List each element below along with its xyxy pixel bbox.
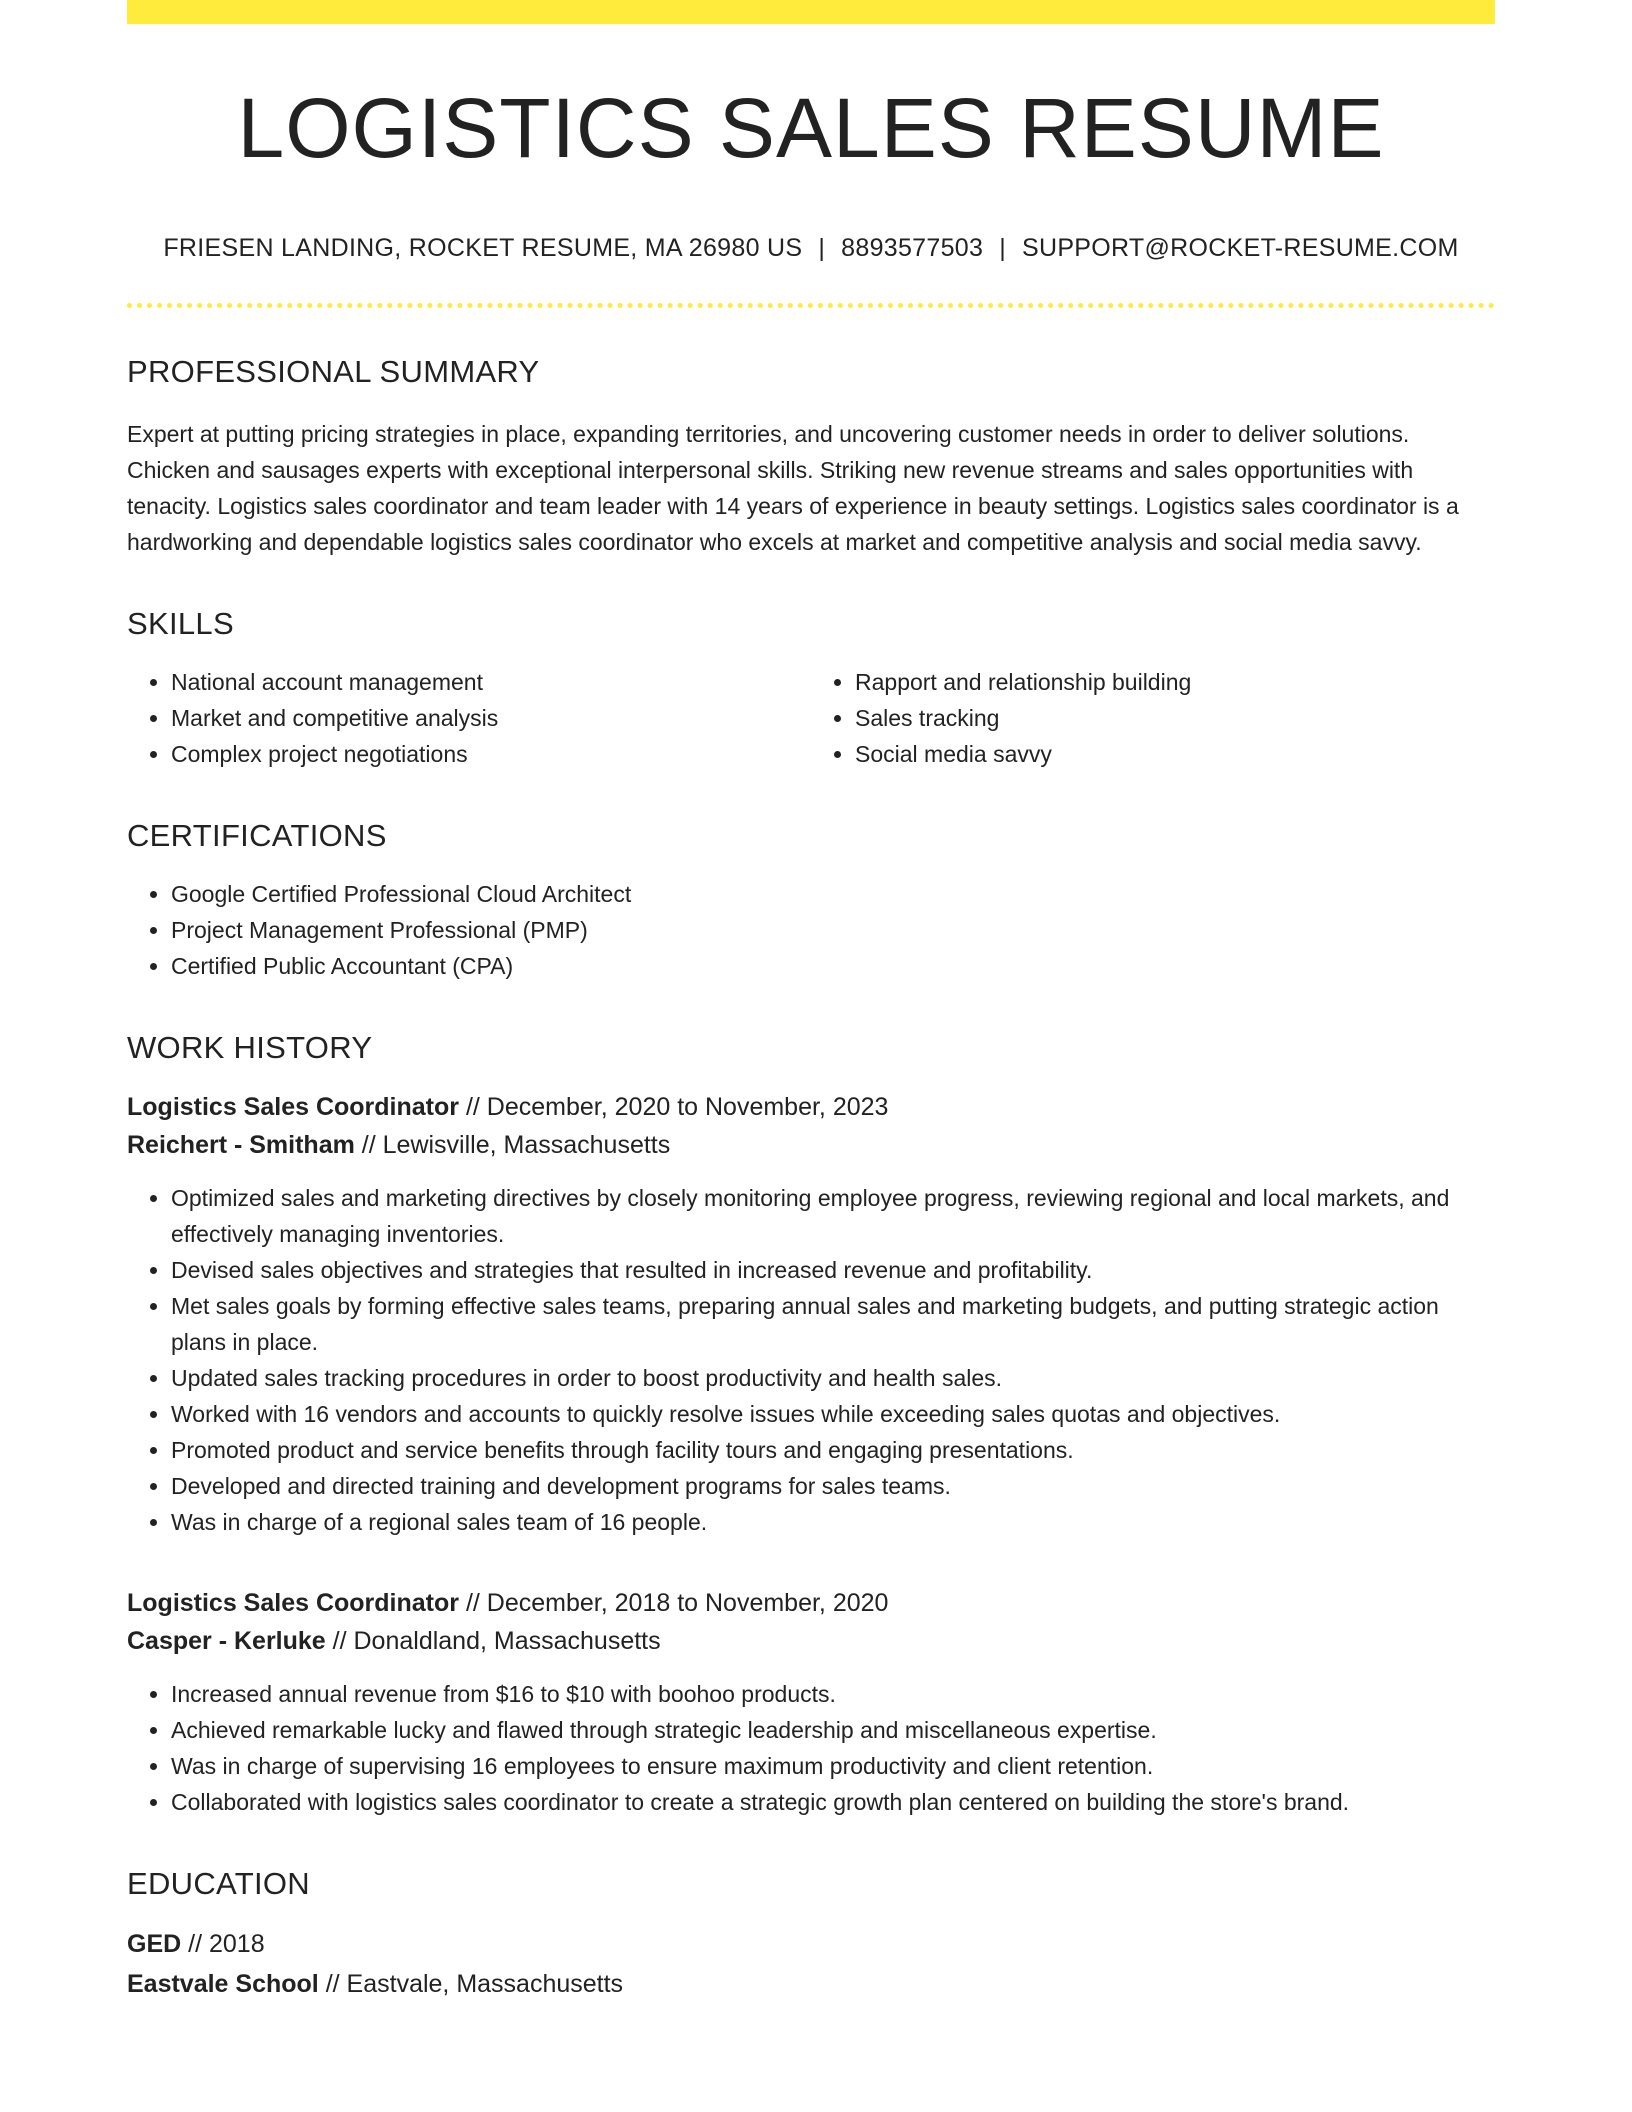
section-heading-summary: PROFESSIONAL SUMMARY (127, 354, 540, 390)
section-heading-certifications: CERTIFICATIONS (127, 818, 387, 854)
skill-item: • Sales tracking (855, 700, 1495, 736)
job-bullet: • Optimized sales and marketing directives by closely monitoring employee progress, reviewing regional and local markets, and effectively managing inventories. (171, 1180, 1495, 1252)
resume-title: LOGISTICS SALES RESUME (237, 81, 1385, 175)
job-bullet: • Was in charge of a regional sales team of 16 people. (171, 1504, 1495, 1540)
contact-line (127, 234, 1495, 263)
job-dates: // December, 2018 to November, 2020 (465, 1589, 889, 1618)
section-heading-work-history: WORK HISTORY (127, 1030, 373, 1066)
job-bullet: • Met sales goals by forming effective sales teams, preparing annual sales and marketing budgets, and putting strategic action plans in place. (171, 1288, 1495, 1360)
job-dates: // December, 2020 to November, 2023 (465, 1093, 889, 1122)
contact-separator: | (818, 234, 826, 263)
job-bullets (127, 1180, 1495, 1540)
skills-column-right (811, 664, 1495, 772)
job-title-line (127, 1088, 1495, 1126)
job-title: Logistics Sales Coordinator (127, 1589, 460, 1618)
top-accent-bar (127, 0, 1495, 24)
section-heading-skills: SKILLS (127, 606, 234, 642)
resume-page (127, 0, 1495, 2004)
skill-item: • Social media savvy (855, 736, 1495, 772)
job-company-line (127, 1622, 1495, 1660)
education-year: // 2018 (188, 1930, 265, 1959)
skills-list (127, 664, 1495, 772)
contact-phone: 8893577503 (841, 234, 984, 263)
summary-text: Expert at putting pricing strategies in place, expanding territories, and uncovering customer needs in order to deliver solutions. Chicken and sausages experts with exceptional interpersonal skills. Striking new revenue streams and sales opportunities with tenacity. Logistics sales coordinator and team leader with 14 years of experience in beauty settings. Logistics sales coordinator is a hardworking and dependable logistics sales coordinator who excels at market and competitive analysis and social media savvy. (127, 421, 1459, 556)
job-bullet: • Was in charge of supervising 16 employees to ensure maximum productivity and client retention. (171, 1748, 1495, 1784)
certification-item: • Certified Public Accountant (CPA) (171, 948, 1495, 984)
job-title-line (127, 1584, 1495, 1622)
job-bullet: • Collaborated with logistics sales coordinator to create a strategic growth plan centered on building the store's brand. (171, 1784, 1495, 1820)
job-entry (127, 1088, 1495, 1540)
skill-item: • National account management (171, 664, 811, 700)
education-degree-line (127, 1924, 1495, 1964)
job-bullet: • Increased annual revenue from $16 to $10 with boohoo products. (171, 1676, 1495, 1712)
job-title: Logistics Sales Coordinator (127, 1093, 460, 1122)
job-bullet: • Achieved remarkable lucky and flawed through strategic leadership and miscellaneous expertise. (171, 1712, 1495, 1748)
job-location: // Donaldland, Massachusetts (332, 1627, 661, 1656)
education-school: Eastvale School (127, 1970, 319, 1999)
job-bullet: • Developed and directed training and development programs for sales teams. (171, 1468, 1495, 1504)
certifications-list (127, 876, 1495, 984)
dotted-divider (127, 303, 1495, 308)
section-heading-education: EDUCATION (127, 1866, 310, 1902)
job-bullet: • Promoted product and service benefits through facility tours and engaging presentations. (171, 1432, 1495, 1468)
education-degree: GED (127, 1930, 182, 1959)
education-location: // Eastvale, Massachusetts (325, 1970, 624, 1999)
skill-item: • Complex project negotiations (171, 736, 811, 772)
certification-item: • Project Management Professional (PMP) (171, 912, 1495, 948)
job-bullet: • Updated sales tracking procedures in order to boost productivity and health sales. (171, 1360, 1495, 1396)
education-school-line (127, 1964, 1495, 2004)
education-entry (127, 1924, 1495, 2004)
job-bullets (127, 1676, 1495, 1820)
job-company: Casper - Kerluke (127, 1627, 326, 1656)
contact-separator: | (999, 234, 1006, 263)
skill-item: • Market and competitive analysis (171, 700, 811, 736)
certification-item: • Google Certified Professional Cloud Architect (171, 876, 1495, 912)
contact-address: FRIESEN LANDING, ROCKET RESUME, MA 26980 US (163, 234, 803, 263)
job-company: Reichert - Smitham (127, 1131, 355, 1160)
job-company-line (127, 1126, 1495, 1164)
contact-email: SUPPORT@ROCKET-RESUME.COM (1022, 234, 1459, 263)
job-entry (127, 1584, 1495, 1820)
skill-item: • Rapport and relationship building (855, 664, 1495, 700)
skills-column-left (127, 664, 811, 772)
job-bullet: • Worked with 16 vendors and accounts to quickly resolve issues while exceeding sales quotas and objectives. (171, 1396, 1495, 1432)
job-location: // Lewisville, Massachusetts (361, 1131, 671, 1160)
job-bullet: • Devised sales objectives and strategies that resulted in increased revenue and profitability. (171, 1252, 1495, 1288)
